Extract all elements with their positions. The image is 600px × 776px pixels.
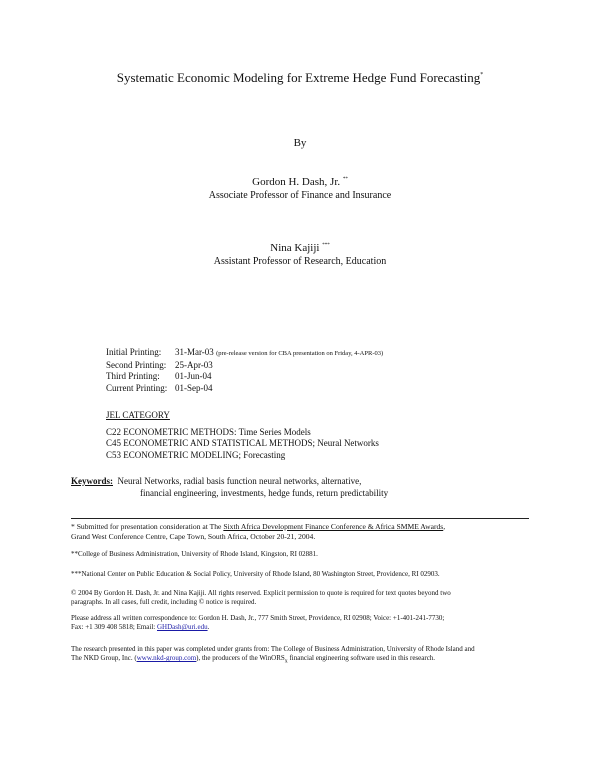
printing-date: 01-Jun-04	[175, 371, 212, 381]
footnote-correspondence-end: .	[207, 623, 210, 632]
footnote-grants	[71, 645, 533, 667]
printing-label: Third Printing:	[106, 371, 160, 381]
footnote-submission-prefix: * Submitted for presentation consideration at The	[71, 522, 224, 531]
keywords-text-2: financial engineering, investments, hedge funds, return predictability	[140, 487, 389, 498]
footnote-copyright	[71, 589, 533, 608]
footnote-grants-end: financial engineering software used in this research.	[287, 654, 436, 663]
winors-subscript: x	[284, 658, 288, 665]
footnote-correspondence-line-2	[71, 623, 533, 632]
printing-note: (pre-release version for CBA presentation on Friday, 4-APR-03)	[216, 350, 384, 357]
author-2-title: Assistant Professor of Research, Education	[213, 256, 387, 267]
footnote-fax-text: Fax: +1 309 408 5818; Email:	[71, 623, 157, 632]
author-2-name-text: Nina Kajiji	[270, 242, 320, 254]
printing-row	[106, 347, 383, 360]
email-link[interactable]: GHDash@uri.edu	[157, 623, 208, 632]
footnote-correspondence	[71, 614, 533, 633]
jel-item: C53 ECONOMETRIC MODELING; Forecasting	[106, 449, 286, 460]
author-1-name	[0, 176, 600, 188]
keywords-line-1	[71, 476, 388, 488]
title-footnote-mark: *	[480, 72, 484, 78]
footnote-grants-middle: ), the producers of the WinORS	[196, 654, 285, 663]
footnote-submission-line-1	[71, 522, 533, 532]
jel-category	[106, 410, 379, 461]
footnote-author-2-affiliation: ***National Center on Public Education & Social Policy, University of Rhode Island, 80 Washington Street, Providence, RI 02903.	[71, 570, 440, 578]
footnote-correspondence-line-1: Please address all written correspondence to: Gordon H. Dash, Jr., 777 Smith Street, Providence, RI 02908; Voice: +1-401-241-7730;	[71, 614, 445, 622]
printing-label: Second Printing:	[106, 359, 167, 370]
footnote-grants-line-2	[71, 654, 533, 667]
printing-label: Initial Printing:	[106, 347, 162, 357]
jel-item: C22 ECONOMETRIC METHODS: Time Series Models	[106, 426, 311, 437]
printing-date: 25-Apr-03	[175, 359, 213, 370]
footnote-submission	[71, 522, 533, 542]
conference-link[interactable]: Sixth Africa Development Finance Conference & Africa SMME Awards	[223, 522, 444, 531]
keywords-text-1: Neural Networks, radial basis function neural networks, alternative,	[117, 476, 362, 486]
paper-title	[0, 70, 600, 86]
footnote-author-1-affiliation: **College of Business Administration, University of Rhode Island, Kingston, RI 02881.	[71, 550, 318, 558]
printing-date: 01-Sep-04	[175, 382, 213, 393]
footnote-submission-line-2: Grand West Conference Centre, Cape Town, South Africa, October 20-21, 2004.	[71, 532, 316, 541]
jel-heading: JEL CATEGORY	[106, 410, 170, 420]
author-2-footnote-mark: ***	[322, 243, 330, 248]
keywords	[71, 476, 388, 499]
printing-row	[106, 371, 383, 383]
printing-history	[106, 347, 383, 394]
author-1-title: Associate Professor of Finance and Insurance	[208, 190, 392, 201]
author-1-footnote-mark: **	[342, 177, 348, 182]
printing-date: 31-Mar-03	[175, 347, 214, 357]
footnote-copyright-line-2: paragraphs. In all cases, full credit, including © notice is required.	[71, 598, 257, 607]
title-text: Systematic Economic Modeling for Extreme Hedge Fund Forecasting	[116, 70, 481, 85]
author-1-name-text: Gordon H. Dash, Jr.	[252, 176, 341, 188]
footnote-grants-line-1: The research presented in this paper was completed under grants from: The College of Business Administration, University of Rhode Island and	[71, 645, 475, 653]
keywords-label: Keywords:	[71, 476, 113, 486]
author-2-name	[0, 242, 600, 254]
printing-row	[106, 360, 383, 372]
footnote-grants-prefix: The NKD Group, Inc. (	[71, 654, 137, 663]
jel-item: C45 ECONOMETRIC AND STATISTICAL METHODS; Neural Networks	[106, 438, 379, 448]
by-line: By	[293, 137, 307, 149]
footnote-divider	[71, 518, 529, 519]
footnote-copyright-line-1: © 2004 By Gordon H. Dash, Jr. and Nina Kajiji. All rights reserved. Explicit permission to quote is required for text quotes beyond two	[71, 589, 451, 597]
nkd-group-link[interactable]: www.nkd-group.com	[136, 654, 197, 663]
printing-row	[106, 383, 383, 395]
footnote-submission-suffix: ,	[443, 522, 446, 531]
printing-label: Current Printing:	[106, 382, 168, 393]
